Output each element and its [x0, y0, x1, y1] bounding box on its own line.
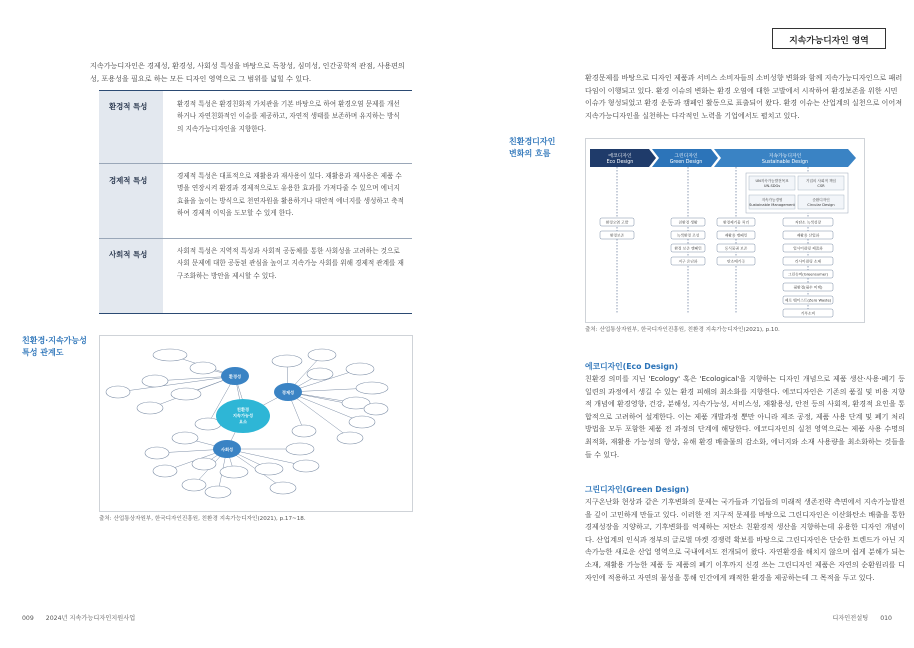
figure-title-line-2: 특성 관계도: [22, 348, 64, 357]
figure-title-line-1: 친환경·지속가능성: [22, 336, 87, 345]
flow-figure-title-line-1: 친환경디자인: [509, 137, 556, 146]
flow-pill-label: 재활용 캠페인: [724, 233, 748, 238]
section-tag-label: 지속가능디자인 영역: [789, 36, 869, 46]
phase-sustainable-ko: 지속가능디자인: [768, 154, 802, 159]
box-cd-en: Circular Design: [807, 203, 835, 207]
characteristics-table: [99, 90, 412, 313]
row-text: 경제적 특성은 대표적으로 재활용과 재사용이 있다. 재활용과 재사용은 제품 수명을 연장시켜 환경과 경제적으로도 유용한 효과를 가져다줄 수 있으며 에너지 효율을 높이는 방식으로 천연자원을 활용하거나 대안적 에너지를 생성하고 축적하여 경제적 이익을 도모할 수 있게 한다.: [177, 172, 404, 218]
box-sm-en: Sustainable Management: [749, 203, 795, 207]
phase-sustainable-en: Sustainable Design: [761, 160, 809, 165]
right-page-number: 010: [880, 615, 892, 622]
green-design-title: 그린디자인(Green Design): [585, 485, 690, 494]
flow-pill-label: 그린슈머(Greensumer): [788, 272, 828, 277]
row-key: 사회적 특성: [109, 250, 148, 259]
flow-pill-label: 환경제기물 처리: [722, 220, 750, 225]
flow-figure-title: [509, 136, 555, 160]
flow-figure-caption: 출처: 산업통상자원부, 한국디자인진흥원, 친환경 지속가능디자인(2021), p.10.: [585, 327, 780, 333]
box-sm-ko: 지속가능경영: [761, 198, 783, 202]
flow-pill-label: 친환경 생활: [678, 220, 698, 225]
box-un-en: UN-SDGs: [763, 184, 781, 188]
row-text: 환경적 특성은 환경친화적 가치관을 기본 바탕으로 하여 환경오염 문제를 개선하거나 자연친화적인 이슈를 제공하고, 자연적 생태를 보존하며 유지하는 방식의 지속가능디자인을 지향한다.: [177, 100, 400, 133]
flow-pill-label: 녹색환경 조성: [676, 233, 700, 238]
flow-pill-label: 재활용 산업화: [796, 233, 820, 238]
flow-pill-label: 탄소배기곡: [727, 259, 745, 264]
left-intro: 지속가능디자인은 경제성, 환경성, 사회성 특성을 바탕으로 독창성, 심미성, 인간공학적 관점, 사용편의성, 포용성을 필요로 하는 모든 디자인 영역으로 그 범위를 넓힐 수 있다.: [90, 61, 405, 83]
flow-pill-label: 동식물권 보존: [724, 246, 748, 251]
green-design-text: 지구온난화 현상과 같은 기후변화의 문제는 국가들과 기업들의 미래적 생존전략 측면에서 지속가능발전을 깊이 고민하게 만들고 있다. 이러한 전 지구적 문제를 바탕으로 그린디자인은 이산화탄소 배출을 통한 경제성장을 지양하고, 기후변화를 억제하는 저탄소 친환경적 생산을 지향하는데 유용한 디자인 개념이다. 산업계의 인식과 정부의 글로벌 마켓 경쟁력 확보를 바탕으로 그린디자인은 단순한 트렌드가 아닌 지속가능한 새로운 산업 영역으로 국내에서도 전개되어 왔다. 자연환경을 해치지 않으며 쉽게 분해가 되는 소재, 재활용 가능한 제품 등 제품의 폐기 이후까지 신경 쓰는 그린디자인 제품은 자연의 순환원리를 디자인에 적용하고 자연의 물성을 통해 인간에게 쾌적한 환경을 제공하는데 그 목적을 두고 있다.: [585, 497, 905, 582]
flow-diagram: [585, 138, 865, 323]
flow-pill-label: 기후소비: [800, 311, 816, 316]
footer-left: [22, 613, 135, 622]
box-csr-en: CSR: [817, 184, 825, 188]
flow-pill-label: 저탄소 녹색성장: [794, 220, 822, 225]
left-figure-caption: 출처: 산업통상자원부, 한국디자인진흥원, 친환경 지속가능디자인(2021), p.17~18.: [99, 516, 306, 522]
figure-title: [22, 335, 87, 359]
center-label-3: 요소: [238, 419, 248, 424]
right-footer-text: 디자인전설팅: [832, 615, 869, 622]
section-tag: [772, 28, 886, 49]
box-csr-ko: 기업의 사회적 책임: [805, 179, 837, 183]
phase-green-ko: 그린디자인: [674, 154, 698, 159]
flow-pill-label: 필환경(필수 미택): [793, 285, 823, 290]
phase-eco-ko: 에코디자인: [608, 154, 632, 159]
row-key-cell: [99, 91, 163, 163]
row-key: 경제적 특성: [109, 176, 148, 185]
row-key: 환경적 특성: [109, 102, 148, 111]
table-row: [99, 91, 412, 164]
eco-design-title: 에코디자인(Eco Design): [585, 362, 679, 371]
flow-pill-label: 환경 보존 캠페인: [674, 246, 702, 251]
table-row: [99, 164, 412, 239]
phase-green-en: Green Design: [669, 160, 703, 165]
phase-eco-en: Eco Design: [606, 160, 634, 165]
hub-env-label: 환경성: [228, 374, 242, 379]
flow-pill-label: 환경보존: [609, 233, 625, 238]
row-text: 사회적 특성은 지역적 특성과 사회적 공동체를 통한 사회성을 고려하는 것으로 사회 문제에 대한 공동된 관심을 높이고 지속가능 사회를 위해 경제적 관계를 재 구조화하는 방안을 제시할 수 있다.: [177, 247, 404, 280]
row-key-cell: [99, 164, 163, 238]
flow-pill-label: 제로 웨이스트(Zero Waste): [784, 298, 832, 303]
box-cd-ko: 순환디자인: [812, 198, 830, 202]
right-intro: 환경문제를 바탕으로 디자인 제품과 서비스 소비자들의 소비성향 변화와 함께 지속가능디자인으로 패러다임이 이행되고 있다. 환경 이슈의 변화는 환경 오염에 대한 고발에서 시작하여 환경보존을 위한 시민 이슈가 형성되었고 환경 운동과 캠페인 활동으로 표출되어 왔다. 환경 이슈는 산업계의 실천으로 이어져 지속가능디자인을 실천하는 다각적인 노력을 기업에서도 펼치고 있다.: [585, 73, 903, 120]
flow-figure-title-line-2: 변화의 흐름: [509, 149, 551, 158]
left-page-number: 009: [22, 615, 34, 622]
left-footer-text: 2024년 지속가능디자인지원사업: [45, 615, 136, 622]
relationship-diagram: [99, 335, 413, 512]
flow-diagram-svg: [586, 139, 864, 322]
relationship-diagram-svg: [100, 336, 412, 511]
hub-soc-label: 사회성: [220, 447, 234, 452]
center-label-2: 지속가능성: [232, 413, 254, 418]
flow-pill-label: 업사이클링 제품화: [793, 246, 823, 251]
hub-econ-label: 경제성: [281, 390, 295, 395]
flow-pill-label: 리사이클링 소재: [794, 259, 822, 264]
center-label-1: 친환경: [236, 407, 250, 412]
eco-design-text: 친환경 의미를 지닌 'Ecology' 혹은 'Ecological'을 지향하는 디자인 개념으로 제품 생산·사용·폐기 등 일련의 과정에서 생길 수 있는 환경 피해의 최소화를 지향한다. 에코디자인은 기존의 품질 및 비용 지향적 개념에 환경영향, 건강, 분해성, 지속가능성, 서비스성, 재활용성, 안전 등의 사회적, 환경적 요인을 통합적으로 고려하여 설계한다. 이는 제품 개발과정 뿐만 아니라 제조 공정, 제품 사용 단계 및 폐기 처리 방법을 모두 포함한 제품 전 과정의 단계에 해당한다. 에코디자인의 실천 영역으로는 제품 사용 수명의 최적화, 재활용 가능성의 향상, 유해 환경 배출물의 감소화, 에너지와 소재 사용량을 최소화하는 것들을 들 수 있다.: [585, 374, 905, 459]
table-row: [99, 239, 412, 314]
row-key-cell: [99, 239, 163, 313]
flow-pill-label: 환경오염 고발: [605, 220, 629, 225]
box-un-ko: UN지속가능발전목표: [755, 179, 789, 183]
footer-right: [832, 613, 892, 622]
flow-pill-label: 지구 온난화: [678, 259, 698, 264]
